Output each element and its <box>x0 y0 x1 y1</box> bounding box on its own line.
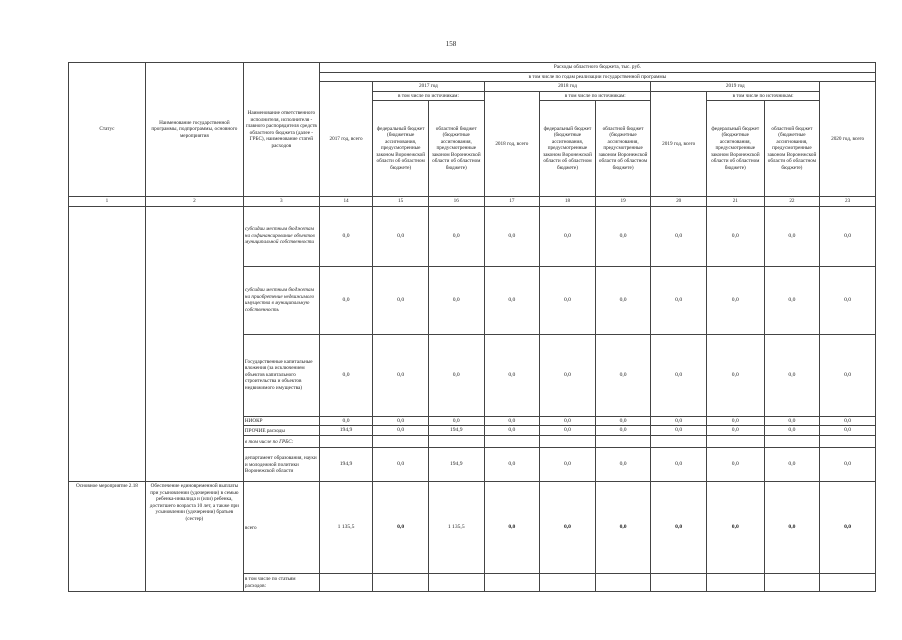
program-cell-empty <box>145 206 243 482</box>
value-cell: 0,0 <box>484 448 540 482</box>
value-cell: 0,0 <box>484 416 540 426</box>
row-label: в том числе по ГРБС: <box>243 436 319 448</box>
header-executor: Наименование ответственного исполнителя, исполнителя - главного распорядителя средств областного бюджета (далее - ГРБС), наименование статей расходов <box>243 63 319 197</box>
value-cell: 0,0 <box>820 206 876 266</box>
value-cell: 0,0 <box>319 416 373 426</box>
value-cell: 0,0 <box>706 266 764 334</box>
value-cell: 0,0 <box>540 448 596 482</box>
value-cell: 0,0 <box>595 448 651 482</box>
value-cell: 0,0 <box>764 334 820 416</box>
col-index: 15 <box>373 197 429 207</box>
value-cell: 0,0 <box>820 426 876 436</box>
value-cell: 0,0 <box>484 206 540 266</box>
col-index: 18 <box>540 197 596 207</box>
value-cell: 194,9 <box>428 426 484 436</box>
main-event-total-label: всего <box>243 482 319 574</box>
value-cell: 0,0 <box>820 416 876 426</box>
row-label: субсидии местным бюджетам на приобретение недвижимого имущества в муниципальную собственность <box>243 266 319 334</box>
header-total-2019: 2019 год, всего <box>651 91 707 197</box>
column-index-row <box>69 197 876 207</box>
row-label: в том числе по статьям расходов: <box>243 574 319 592</box>
main-event-row <box>69 482 876 574</box>
value-cell: 0,0 <box>428 206 484 266</box>
value-cell: 0,0 <box>595 416 651 426</box>
value-cell: 0,0 <box>706 416 764 426</box>
col-index: 23 <box>820 197 876 207</box>
value-cell: 0,0 <box>595 334 651 416</box>
col-index: 17 <box>484 197 540 207</box>
value-cell: 0,0 <box>373 448 429 482</box>
value-cell: 0,0 <box>595 482 651 574</box>
header-regional-2018: областной бюджет (бюджетные ассигнования, предусмотренные законом Воронежской области об областном бюджете) <box>595 101 651 197</box>
value-cell: 0,0 <box>764 416 820 426</box>
value-cell: 0,0 <box>428 334 484 416</box>
value-cell: 0,0 <box>373 206 429 266</box>
status-cell-empty <box>69 206 146 482</box>
value-cell: 0,0 <box>373 416 429 426</box>
value-cell: 0,0 <box>820 448 876 482</box>
value-cell: 0,0 <box>651 206 707 266</box>
header-total-2018: 2018 год, всего <box>484 91 540 197</box>
value-cell: 0,0 <box>373 334 429 416</box>
value-cell: 0,0 <box>484 266 540 334</box>
value-cell: 0,0 <box>540 416 596 426</box>
main-event-name: Обеспечение единовременной выплаты при усыновлении (удочерении) в семью ребенка-инвалида и (или) ребенка, достигшего возраста 10 лет, а также при усыновлении (удочерении) братьев (сестер) <box>145 482 243 592</box>
row-label: субсидии местным бюджетам на софинансирование объектов муниципальной собственности <box>243 206 319 266</box>
value-cell: 0,0 <box>764 448 820 482</box>
value-cell: 0,0 <box>540 482 596 574</box>
value-cell: 0,0 <box>706 426 764 436</box>
row-label: департамент образования, науки и молодежной политики Воронежской области <box>243 448 319 482</box>
value-cell: 0,0 <box>651 448 707 482</box>
col-index: 14 <box>319 197 373 207</box>
value-cell: 194,9 <box>428 448 484 482</box>
value-cell: 0,0 <box>484 482 540 574</box>
value-cell: 0,0 <box>540 266 596 334</box>
value-cell: 0,0 <box>706 334 764 416</box>
value-cell: 0,0 <box>820 266 876 334</box>
table-row <box>69 206 876 266</box>
value-cell: 0,0 <box>373 426 429 436</box>
header-federal-2018: федеральный бюджет (бюджетные ассигнования, предусмотренные законом Воронежской области об областном бюджете) <box>540 101 596 197</box>
value-cell: 0,0 <box>651 426 707 436</box>
header-regional-2019: областной бюджет (бюджетные ассигнования, предусмотренные законом Воронежской области об областном бюджете) <box>764 101 820 197</box>
value-cell: 0,0 <box>319 206 373 266</box>
value-cell: 0,0 <box>651 482 707 574</box>
row-label: НИОКР <box>243 416 319 426</box>
value-cell: 194,9 <box>319 426 373 436</box>
value-cell: 0,0 <box>428 266 484 334</box>
row-label: ПРОЧИЕ расходы <box>243 426 319 436</box>
value-cell: 0,0 <box>764 206 820 266</box>
value-cell: 0,0 <box>484 334 540 416</box>
header-program-name: Наименование государственной программы, подпрограммы, основного мероприятия <box>145 63 243 197</box>
budget-table <box>68 62 876 592</box>
header-status: Статус <box>69 63 146 197</box>
header-regional-2017: областной бюджет (бюджетные ассигнования, предусмотренные законом Воронежской области об областном бюджете) <box>428 101 484 197</box>
value-cell: 1 135,5 <box>428 482 484 574</box>
row-label: Государственные капитальные вложения (за исключением объектов капитального строительства и объектов недвижимого имущества) <box>243 334 319 416</box>
col-index: 20 <box>651 197 707 207</box>
header-year-2017: 2017 год <box>373 82 484 92</box>
header-total-2017: 2017 год, всего <box>319 82 373 197</box>
value-cell: 0,0 <box>373 266 429 334</box>
value-cell: 0,0 <box>595 206 651 266</box>
value-cell: 0,0 <box>706 448 764 482</box>
col-index: 1 <box>69 197 146 207</box>
header-expenses: Расходы областного бюджета, тыс. руб. <box>319 63 875 73</box>
col-index: 22 <box>764 197 820 207</box>
header-sources-2017: в том числе по источникам: <box>373 91 484 101</box>
header-federal-2019: федеральный бюджет (бюджетные ассигнования, предусмотренные законом Воронежской области об областном бюджете) <box>706 101 764 197</box>
header-federal-2017: федеральный бюджет (бюджетные ассигнования, предусмотренные законом Воронежской области об областном бюджете) <box>373 101 429 197</box>
col-index: 2 <box>145 197 243 207</box>
value-cell: 0,0 <box>764 266 820 334</box>
header-year-2019: 2019 год <box>651 82 820 92</box>
value-cell: 0,0 <box>706 482 764 574</box>
value-cell: 194,9 <box>319 448 373 482</box>
col-index: 3 <box>243 197 319 207</box>
value-cell: 0,0 <box>484 426 540 436</box>
value-cell: 0,0 <box>540 426 596 436</box>
value-cell: 0,0 <box>764 426 820 436</box>
value-cell: 0,0 <box>595 426 651 436</box>
main-event-status: Основное мероприятие 2.18 <box>69 482 146 592</box>
col-index: 19 <box>595 197 651 207</box>
page-number: 158 <box>445 40 457 48</box>
header-total-2020: 2020 год, всего <box>820 82 876 197</box>
value-cell: 0,0 <box>651 266 707 334</box>
value-cell: 0,0 <box>595 266 651 334</box>
value-cell: 1 135,5 <box>319 482 373 574</box>
col-index: 21 <box>706 197 764 207</box>
value-cell: 0,0 <box>319 334 373 416</box>
value-cell: 0,0 <box>764 482 820 574</box>
col-index: 16 <box>428 197 484 207</box>
value-cell: 0,0 <box>820 482 876 574</box>
value-cell: 0,0 <box>428 416 484 426</box>
header-sources-2019: в том числе по источникам: <box>706 91 819 101</box>
header-sources-2018: в том числе по источникам: <box>540 91 651 101</box>
header-year-2018: 2018 год <box>484 82 651 92</box>
value-cell: 0,0 <box>651 334 707 416</box>
value-cell: 0,0 <box>540 206 596 266</box>
value-cell: 0,0 <box>540 334 596 416</box>
value-cell: 0,0 <box>651 416 707 426</box>
value-cell: 0,0 <box>319 266 373 334</box>
value-cell: 0,0 <box>373 482 429 574</box>
value-cell: 0,0 <box>706 206 764 266</box>
header-by-years: в том числе по годам реализации государственной программы <box>319 72 875 82</box>
value-cell: 0,0 <box>820 334 876 416</box>
